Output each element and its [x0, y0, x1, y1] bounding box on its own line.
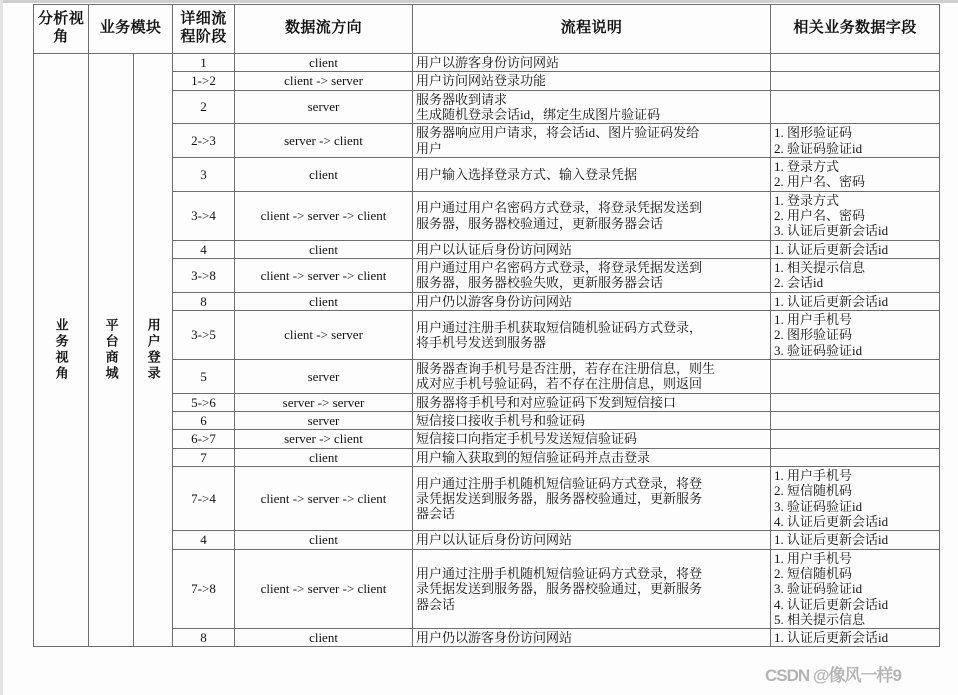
cell-module-platform: 平台商城 [89, 54, 134, 647]
description-line: 用户输入选择登录方式、输入登录凭据 [416, 166, 638, 182]
cell-direction: client [235, 54, 413, 72]
cell-stage: 5->6 [173, 393, 235, 411]
cell-fields [771, 430, 940, 448]
cell-description [413, 72, 771, 90]
field-line: 2. 验证码验证id [774, 140, 863, 156]
description-line: 服务器响应用户请求，将会话id、图片验证码发给 [416, 125, 700, 141]
cell-stage: 4 [173, 240, 235, 258]
field-line: 4. 认证后更新会话id [774, 513, 889, 529]
description-line: 用户通过注册手机随机短信验证码方式登录，将登 [416, 565, 703, 581]
cell-description [413, 629, 771, 647]
field-line: 1. 认证后更新会话id [774, 241, 889, 257]
header-related-fields: 相关业务数据字段 [771, 5, 940, 54]
field-line: 1. 登录方式 [774, 192, 840, 208]
cell-description [413, 292, 771, 310]
cell-stage: 5 [173, 359, 235, 393]
field-line: 1. 认证后更新会话id [774, 293, 889, 309]
cell-fields [771, 124, 940, 158]
cell-fields [771, 90, 940, 124]
cell-stage: 8 [173, 629, 235, 647]
description-line: 服务器将手机号和对应验证码下发到短信接口 [416, 394, 677, 410]
header-business-module: 业务模块 [89, 5, 173, 54]
cell-description [413, 549, 771, 629]
header-row [34, 5, 940, 54]
field-line: 3. 验证码验证id [774, 581, 863, 597]
cell-stage: 3 [173, 157, 235, 191]
cell-description [413, 430, 771, 448]
cell-direction: client [235, 448, 413, 466]
cell-direction: client -> server -> client [235, 466, 413, 530]
cell-description [413, 157, 771, 191]
description-line: 用户仍以游客身份访问网站 [416, 293, 573, 309]
cell-direction: client [235, 292, 413, 310]
description-line: 用户通过用户名密码方式登录，将登录凭据发送到 [416, 259, 703, 275]
cell-fields [771, 359, 940, 393]
table-row [34, 54, 940, 72]
field-line: 1. 用户手机号 [774, 467, 853, 483]
description-line: 成对应手机号验证码，若不存在注册信息，则返回 [416, 376, 703, 392]
field-line: 1. 图形验证码 [774, 125, 853, 141]
description-line: 短信接口接收手机号和验证码 [416, 412, 586, 428]
cell-direction: server -> client [235, 430, 413, 448]
cell-direction: client -> server [235, 72, 413, 90]
cell-module-feature: 用户登录 [134, 54, 173, 647]
cell-stage: 2 [173, 90, 235, 124]
field-line: 3. 验证码验证id [774, 498, 863, 514]
cell-stage: 7 [173, 448, 235, 466]
description-line: 服务器收到请求 [416, 91, 508, 107]
description-line: 用户 [416, 140, 443, 156]
cell-description [413, 411, 771, 429]
description-line: 器会话 [416, 506, 456, 522]
header-analysis-view: 分析视角 [34, 5, 89, 54]
field-line: 5. 相关提示信息 [774, 611, 866, 627]
cell-fields [771, 411, 940, 429]
field-line: 1. 用户手机号 [774, 550, 853, 566]
field-line: 2. 会话id [774, 275, 824, 291]
description-line: 用户以认证后身份访问网站 [416, 532, 573, 548]
cell-fields [771, 191, 940, 240]
cell-description [413, 124, 771, 158]
field-line: 2. 用户名、密码 [774, 207, 866, 223]
cell-stage: 7->8 [173, 549, 235, 629]
description-line: 服务器查询手机号是否注册，若存在注册信息，则生 [416, 360, 716, 376]
cell-fields [771, 629, 940, 647]
cell-direction: server [235, 359, 413, 393]
cell-direction: client [235, 240, 413, 258]
field-line: 4. 认证后更新会话id [774, 596, 889, 612]
cell-fields [771, 72, 940, 90]
description-line: 生成随机登录会话id，绑定生成图片验证码 [416, 106, 661, 122]
cell-fields [771, 531, 940, 549]
field-line: 1. 登录方式 [774, 158, 840, 174]
cell-stage: 4 [173, 531, 235, 549]
cell-description [413, 393, 771, 411]
cell-fields [771, 549, 940, 629]
cell-direction: client -> server -> client [235, 258, 413, 292]
cell-description [413, 258, 771, 292]
cell-direction: client [235, 629, 413, 647]
cell-description [413, 359, 771, 393]
cell-fields [771, 157, 940, 191]
cell-direction: server [235, 411, 413, 429]
cell-description [413, 448, 771, 466]
cell-stage: 7->4 [173, 466, 235, 530]
cell-fields [771, 258, 940, 292]
cell-description [413, 191, 771, 240]
cell-stage: 6->7 [173, 430, 235, 448]
description-line: 用户访问网站登录功能 [416, 73, 547, 89]
cell-direction: client -> server [235, 310, 413, 359]
description-line: 服务器，服务器校验通过，更新服务器会话 [416, 215, 664, 231]
cell-description [413, 90, 771, 124]
cell-stage: 2->3 [173, 124, 235, 158]
description-line: 短信接口向指定手机号发送短信验证码 [416, 431, 638, 447]
cell-fields [771, 310, 940, 359]
field-line: 2. 短信随机码 [774, 483, 853, 499]
cell-fields [771, 466, 940, 530]
cell-direction: client [235, 157, 413, 191]
cell-fields [771, 240, 940, 258]
field-line: 2. 用户名、密码 [774, 174, 866, 190]
scan-edge-top [0, 0, 958, 3]
field-line: 1. 认证后更新会话id [774, 630, 889, 646]
description-line: 用户以游客身份访问网站 [416, 55, 560, 70]
description-line: 用户输入获取到的短信验证码并点击登录 [416, 449, 651, 465]
cell-fields [771, 448, 940, 466]
header-process-description: 流程说明 [413, 5, 771, 54]
watermark: CSDN @像风一样9 [765, 666, 901, 685]
cell-direction: client [235, 531, 413, 549]
header-detail-stage: 详细流程阶段 [173, 5, 235, 54]
description-line: 用户以认证后身份访问网站 [416, 241, 573, 257]
description-line: 用户通过注册手机获取短信随机验证码方式登录， [416, 319, 703, 335]
scan-edge-left [0, 0, 3, 695]
cell-description [413, 310, 771, 359]
cell-stage: 3->5 [173, 310, 235, 359]
field-line: 1. 认证后更新会话id [774, 532, 889, 548]
description-line: 服务器，服务器校验失败，更新服务器会话 [416, 275, 664, 291]
cell-fields [771, 54, 940, 72]
cell-fields [771, 393, 940, 411]
cell-direction: server [235, 90, 413, 124]
field-line: 2. 图形验证码 [774, 327, 853, 343]
table-body [34, 54, 940, 647]
table-header [34, 5, 940, 54]
cell-stage: 3->8 [173, 258, 235, 292]
cell-stage: 1->2 [173, 72, 235, 90]
cell-fields [771, 292, 940, 310]
field-line: 1. 相关提示信息 [774, 259, 866, 275]
business-flow-table [33, 4, 940, 647]
cell-description [413, 54, 771, 72]
field-line: 3. 认证后更新会话id [774, 223, 889, 239]
cell-direction: client -> server -> client [235, 549, 413, 629]
cell-analysis-view: 业务视角 [34, 54, 89, 647]
description-line: 器会话 [416, 596, 456, 612]
cell-direction: client -> server -> client [235, 191, 413, 240]
field-line: 3. 验证码验证id [774, 342, 863, 358]
header-data-flow-direction: 数据流方向 [235, 5, 413, 54]
cell-direction: server -> client [235, 124, 413, 158]
description-line: 录凭据发送到服务器，服务器校验通过，更新服务 [416, 490, 703, 506]
description-line: 用户通过注册手机随机短信验证码方式登录，将登 [416, 475, 703, 491]
cell-stage: 6 [173, 411, 235, 429]
description-line: 用户通过用户名密码方式登录，将登录凭据发送到 [416, 200, 703, 216]
cell-description [413, 466, 771, 530]
cell-description [413, 531, 771, 549]
cell-direction: server -> server [235, 393, 413, 411]
cell-stage: 1 [173, 54, 235, 72]
field-line: 2. 短信随机码 [774, 565, 853, 581]
description-line: 录凭据发送到服务器，服务器校验通过，更新服务 [416, 581, 703, 597]
cell-description [413, 240, 771, 258]
description-line: 将手机号发送到服务器 [416, 334, 547, 350]
description-line: 用户仍以游客身份访问网站 [416, 630, 573, 646]
cell-stage: 8 [173, 292, 235, 310]
field-line: 1. 用户手机号 [774, 311, 853, 327]
cell-stage: 3->4 [173, 191, 235, 240]
